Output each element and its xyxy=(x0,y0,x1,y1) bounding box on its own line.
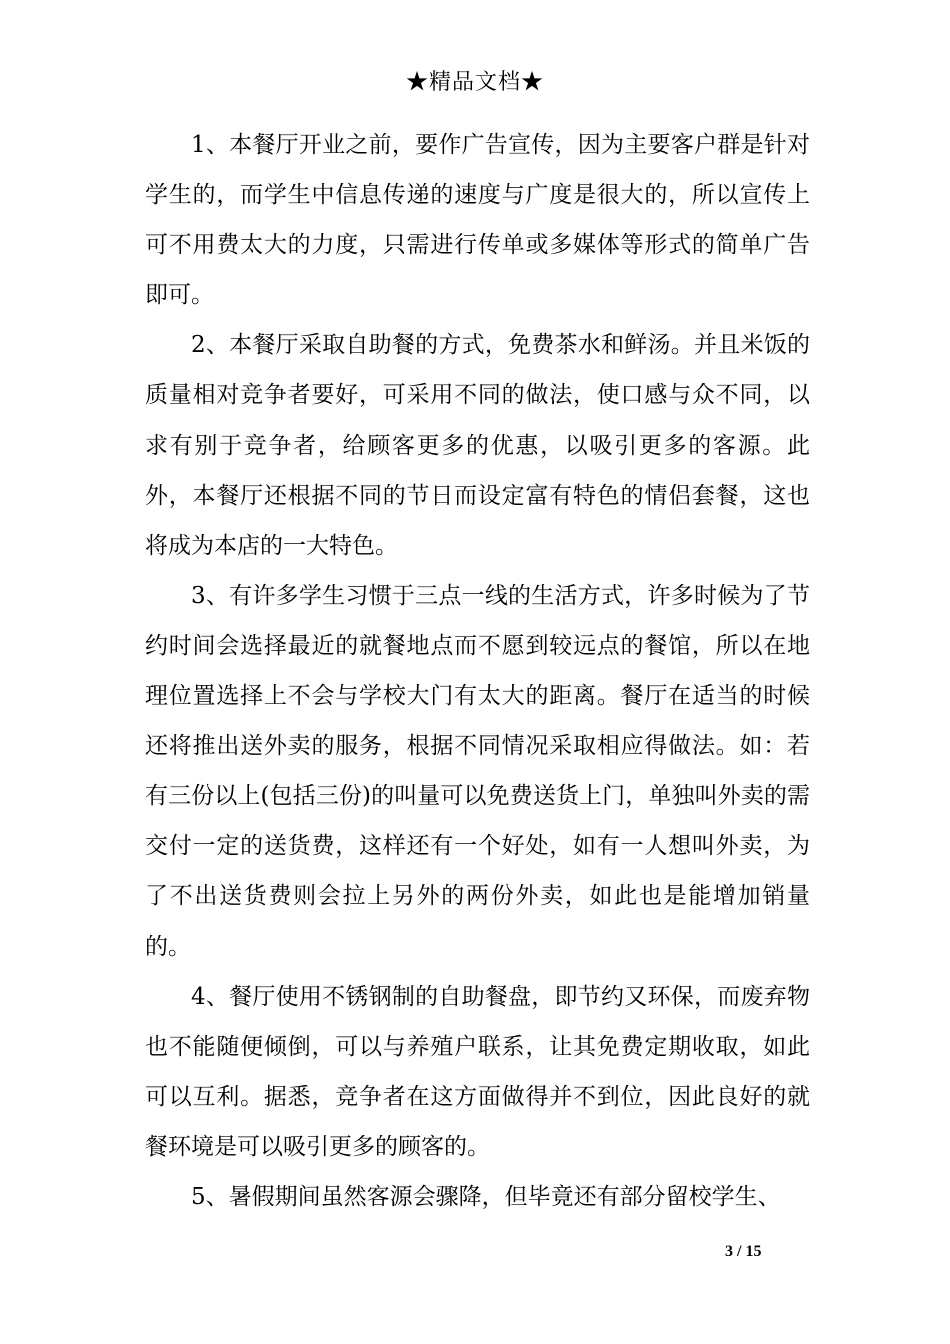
paragraph-3: 3、有许多学生习惯于三点一线的生活方式，许多时候为了节约时间会选择最近的就餐地点而不愿到较远点的餐馆，所以在地理位置选择上不会与学校大门有太大的距离。餐厅在适当的时候还将推出送外卖的服务，根据不同情况采取相应得做法。如：若有三份以上(包括三份)的叫量可以免费送货上门，单独叫外卖的需交付一定的送货费，这样还有一个好处，如有一人想叫外卖，为了不出送货费则会拉上另外的两份外卖，如此也是能增加销量的。 xyxy=(145,582,810,960)
document-body xyxy=(145,120,810,1222)
paragraph-5: 5、暑假期间虽然客源会骤降，但毕竟还有部分留校学生、 xyxy=(191,1183,781,1210)
page-number: 3 / 15 xyxy=(725,1243,762,1260)
paragraph-1: 1、本餐厅开业之前，要作广告宣传，因为主要客户群是针对学生的，而学生中信息传递的速度与广度是很大的，所以宣传上可不用费太大的力度，只需进行传单或多媒体等形式的简单广告即可。 xyxy=(145,132,810,309)
paragraph-4: 4、餐厅使用不锈钢制的自助餐盘，即节约又环保，而废弃物也不能随便倾倒，可以与养殖户联系，让其免费定期收取，如此可以互利。据悉，竞争者在这方面做得并不到位，因此良好的就餐环境是可以吸引更多的顾客的。 xyxy=(145,983,810,1160)
page-header-title: ★精品文档★ xyxy=(405,70,544,95)
paragraph-2: 2、本餐厅采取自助餐的方式，免费茶水和鲜汤。并且米饭的质量相对竞争者要好，可采用不同的做法，使口感与众不同，以求有别于竞争者，给顾客更多的优惠，以吸引更多的客源。此外，本餐厅还根据不同的节日而设定富有特色的情侣套餐，这也将成为本店的一大特色。 xyxy=(145,332,810,559)
